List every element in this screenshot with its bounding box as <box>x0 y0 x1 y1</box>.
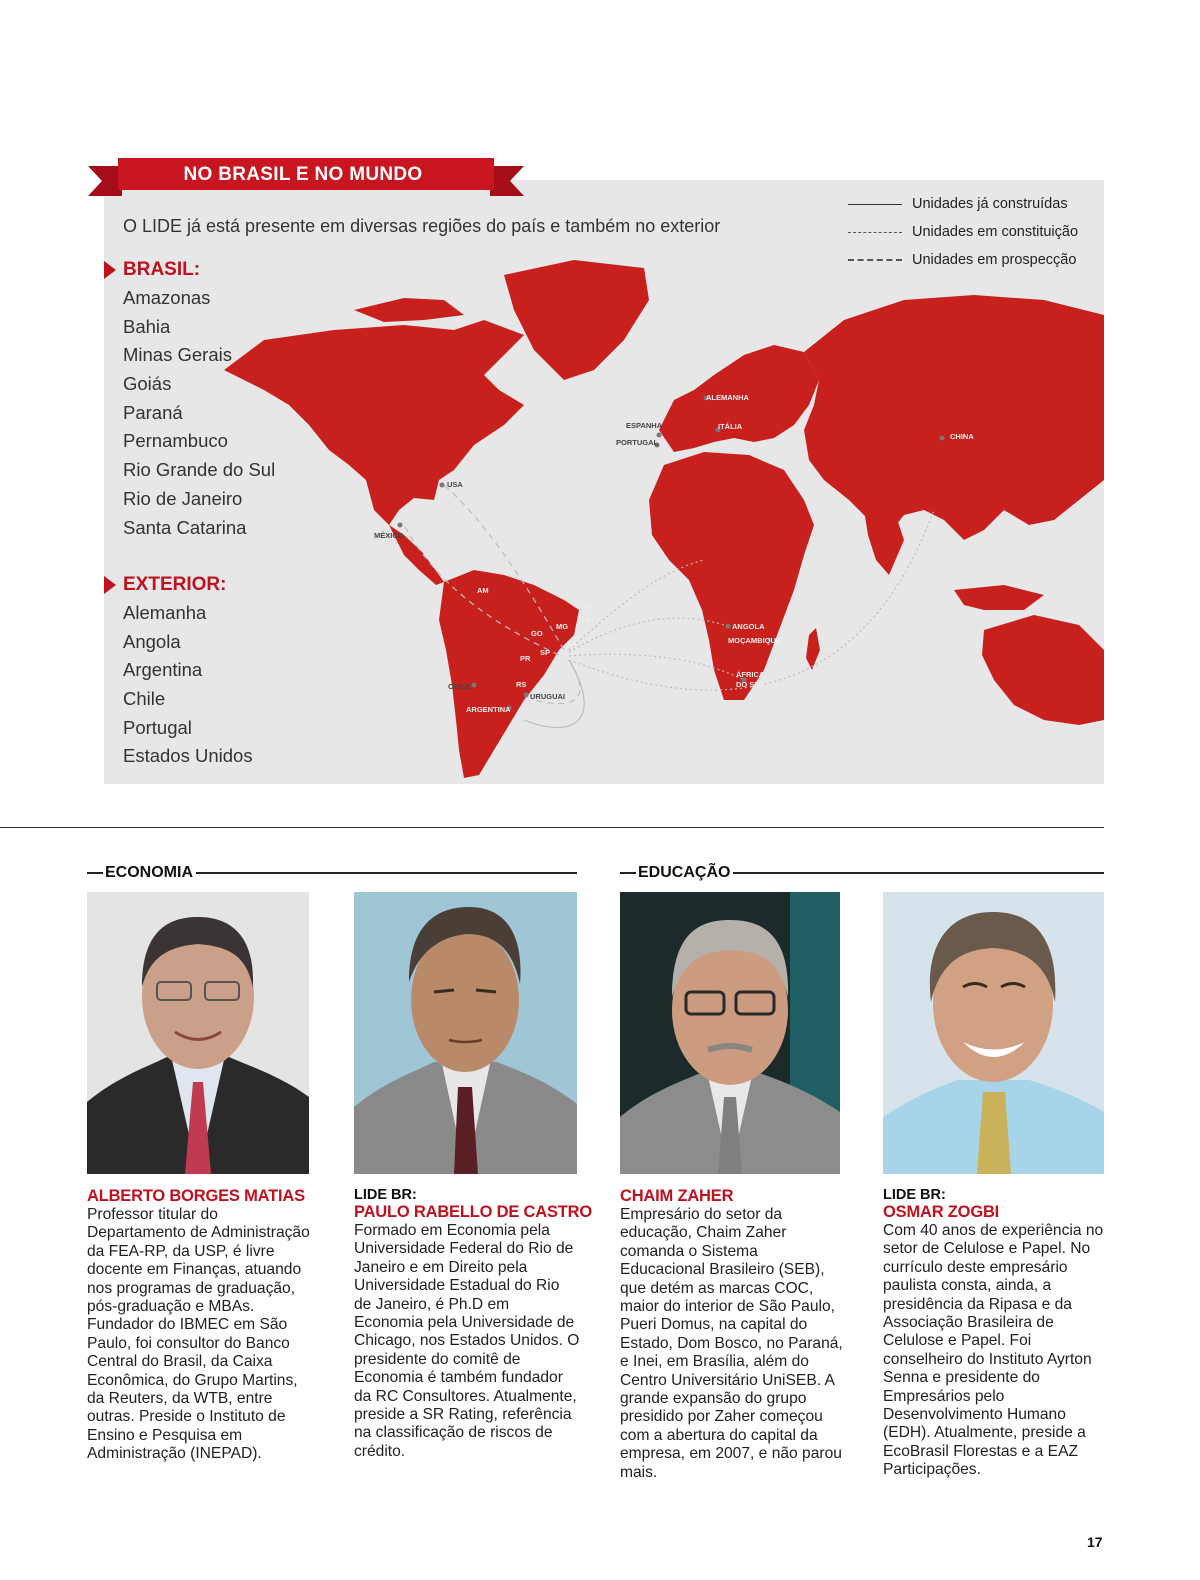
photo-osmar-zogbi <box>883 892 1104 1174</box>
header-dash <box>620 872 636 874</box>
australia-shape <box>982 615 1104 725</box>
bio-alberto-borges-matias <box>87 1187 313 1464</box>
map-label-rj: RJ <box>567 639 577 648</box>
list-item: Paraná <box>123 401 183 423</box>
list-item: Pernambuco <box>123 430 228 452</box>
list-item: Rio Grande do Sul <box>123 459 276 481</box>
list-item: Estados Unidos <box>123 745 253 767</box>
marker-chile <box>472 683 477 688</box>
list-item: Angola <box>123 630 181 652</box>
intro-text: O LIDE já está presente em diversas regiões do país e também no exterior <box>123 216 721 236</box>
exterior-heading <box>104 574 226 596</box>
person-name: CHAIM ZAHER <box>620 1187 734 1205</box>
map-label-mg: MG <box>556 622 569 631</box>
person-bio: Professor titular do Departamento de Administração da FEA-RP, da USP, é livre docente em Finanças, atuando nos programas de graduação, pós-graduação e MBAs. Fundador do IBMEC em São Paulo, foi consultor do Banco Central do Brasil, da Caixa Econômica, do Grupo Martins, da Reuters, da WTB, entre outras. Preside o Instituto de Ensino e Pesquisa em Administração (INEPAD). <box>87 1206 310 1463</box>
map-label-portugal: PORTUGAL <box>616 438 659 447</box>
header-rule <box>196 872 577 874</box>
bio-chaim-zaher <box>620 1187 846 1482</box>
list-item: Santa Catarina <box>123 516 247 538</box>
map-label-china: CHINA <box>950 432 974 441</box>
educacao-label: EDUCAÇÃO <box>638 864 731 881</box>
indonesia-shape <box>954 585 1044 610</box>
map-label-italia: ITÁLIA <box>718 422 743 431</box>
legend-label: Unidades já construídas <box>912 196 1068 212</box>
arrow-right-icon <box>104 261 116 279</box>
map-label-chile: CHILE <box>448 682 471 691</box>
map-label-alemanha: ALEMANHA <box>706 393 749 402</box>
photo-alberto-borges-matias <box>87 892 309 1174</box>
photo-chaim-zaher <box>620 892 840 1174</box>
marker-espanha <box>657 433 662 438</box>
map-label-argentina: ARGENTINA <box>466 705 511 714</box>
list-item: Rio de Janeiro <box>123 487 243 509</box>
list-item: Goiás <box>123 373 172 395</box>
map-label-africa2: DO SUL <box>736 680 765 689</box>
arrow-right-icon <box>104 576 116 594</box>
map-label-usa: USA <box>447 480 463 489</box>
map-label-angola: ANGOLA <box>732 622 765 631</box>
legend-item-constitution <box>848 218 1078 246</box>
map-label-espanha: ESPANHA <box>626 421 663 430</box>
economia-header <box>87 862 577 884</box>
canada-islands-shape <box>354 298 464 322</box>
bio-osmar-zogbi <box>883 1187 1109 1480</box>
brasil-heading-label: BRASIL: <box>123 259 201 280</box>
exterior-heading-label: EXTERIOR: <box>123 574 227 595</box>
person-bio: Formado em Economia pela Universidade Federal do Rio de Janeiro e em Direito pela Universidade Estadual do Rio de Janeiro, é Ph.D em Economia pela Universidade de Chicago, nos Estados Unidos. O presidente do comitê de Economia é também fundador da RC Consultores. Atualmente, preside a SR Rating, referência na classificação de riscos de crédito. <box>354 1222 580 1460</box>
legend-label: Unidades em constituição <box>912 224 1079 240</box>
map-label-uruguai: URUGUAI <box>530 692 565 701</box>
dotted-line-swatch <box>848 232 902 233</box>
list-item: Argentina <box>123 659 203 681</box>
header-dash <box>87 872 103 874</box>
marker-uruguai <box>524 693 529 698</box>
person-tag: LIDE BR: <box>354 1187 417 1203</box>
map-label-mexico: MÉXICO <box>374 531 404 540</box>
page-number: 17 <box>1087 1534 1103 1550</box>
marker-mexico <box>398 523 403 528</box>
line-brasil-africa1 <box>569 618 724 652</box>
person-tag: LIDE BR: <box>883 1187 946 1203</box>
legend-label: Unidades em prospecção <box>912 252 1077 268</box>
map-label-mocambique: MOÇAMBIQUE <box>728 636 781 645</box>
list-item: Minas Gerais <box>123 344 232 366</box>
marker-usa <box>440 483 445 488</box>
map-label-pe: PE <box>582 602 593 611</box>
south-america-shape <box>439 570 579 778</box>
list-item: Bahia <box>123 315 171 337</box>
brasil-heading <box>104 259 200 281</box>
photo-paulo-rabello-de-castro <box>354 892 577 1174</box>
section-divider <box>0 827 1104 828</box>
map-label-rs: RS <box>516 680 527 689</box>
marker-angola <box>726 624 731 629</box>
marker-china <box>940 436 945 441</box>
legend-item-prospection <box>848 246 1078 274</box>
person-name: ALBERTO BORGES MATIAS <box>87 1187 305 1205</box>
map-label-ba: BA <box>579 615 590 624</box>
educacao-header <box>620 862 1104 884</box>
solid-line-swatch <box>848 204 902 205</box>
list-item: Alemanha <box>123 602 207 623</box>
bio-paulo-rabello-de-castro <box>354 1187 593 1461</box>
asia-shape <box>804 295 1104 540</box>
person-name: PAULO RABELLO DE CASTRO <box>354 1203 593 1221</box>
person-bio: Empresário do setor da educação, Chaim Zaher comanda o Sistema Educacional Brasileiro (SEB), que detém as marcas COC, maior do interior de São Paulo, Pueri Domus, na capital do Estado, Dom Bosco, no Paraná, e Inei, em Brasília, além do Centro Universitário UniSEB. A grande expansão do grupo presidido por Zaher começou com a abertura do capital da empresa, em 2007, e não parou mais. <box>620 1206 843 1481</box>
ribbon-title: NO BRASIL E NO MUNDO <box>183 164 423 185</box>
madagascar-shape <box>806 628 820 670</box>
list-item: Amazonas <box>123 287 211 308</box>
list-item: Chile <box>123 688 166 710</box>
exterior-list <box>123 599 253 771</box>
legend-item-built <box>848 190 1078 218</box>
map-label-africa1: ÁFRICA <box>736 670 765 679</box>
map-legend <box>848 190 1078 274</box>
header-rule <box>733 872 1104 874</box>
map-label-am: AM <box>477 586 489 595</box>
brasil-list <box>123 284 275 542</box>
person-name: OSMAR ZOGBI <box>883 1203 1000 1221</box>
dashed-line-swatch <box>848 259 902 261</box>
person-bio: Com 40 anos de experiência no setor de Celulose e Papel. No currículo deste empresário paulista consta, ainda, a presidência da Ripasa e da Associação Brasileira de Celulose e Papel. Foi conselheiro do Instituto Ayrton Senna e presidente do Empresários pelo Desenvolvimento Humano (EDH). Atualmente, preside a EcoBrasil Florestas e a EAZ Participações. <box>883 1222 1104 1479</box>
greenland-shape <box>504 260 649 380</box>
map-label-sp: SP <box>540 648 551 657</box>
map-label-go: GO <box>531 629 543 638</box>
list-item: Portugal <box>123 716 192 738</box>
map-label-pr: PR <box>520 654 531 663</box>
economia-label: ECONOMIA <box>105 864 193 881</box>
africa-shape <box>649 452 814 700</box>
